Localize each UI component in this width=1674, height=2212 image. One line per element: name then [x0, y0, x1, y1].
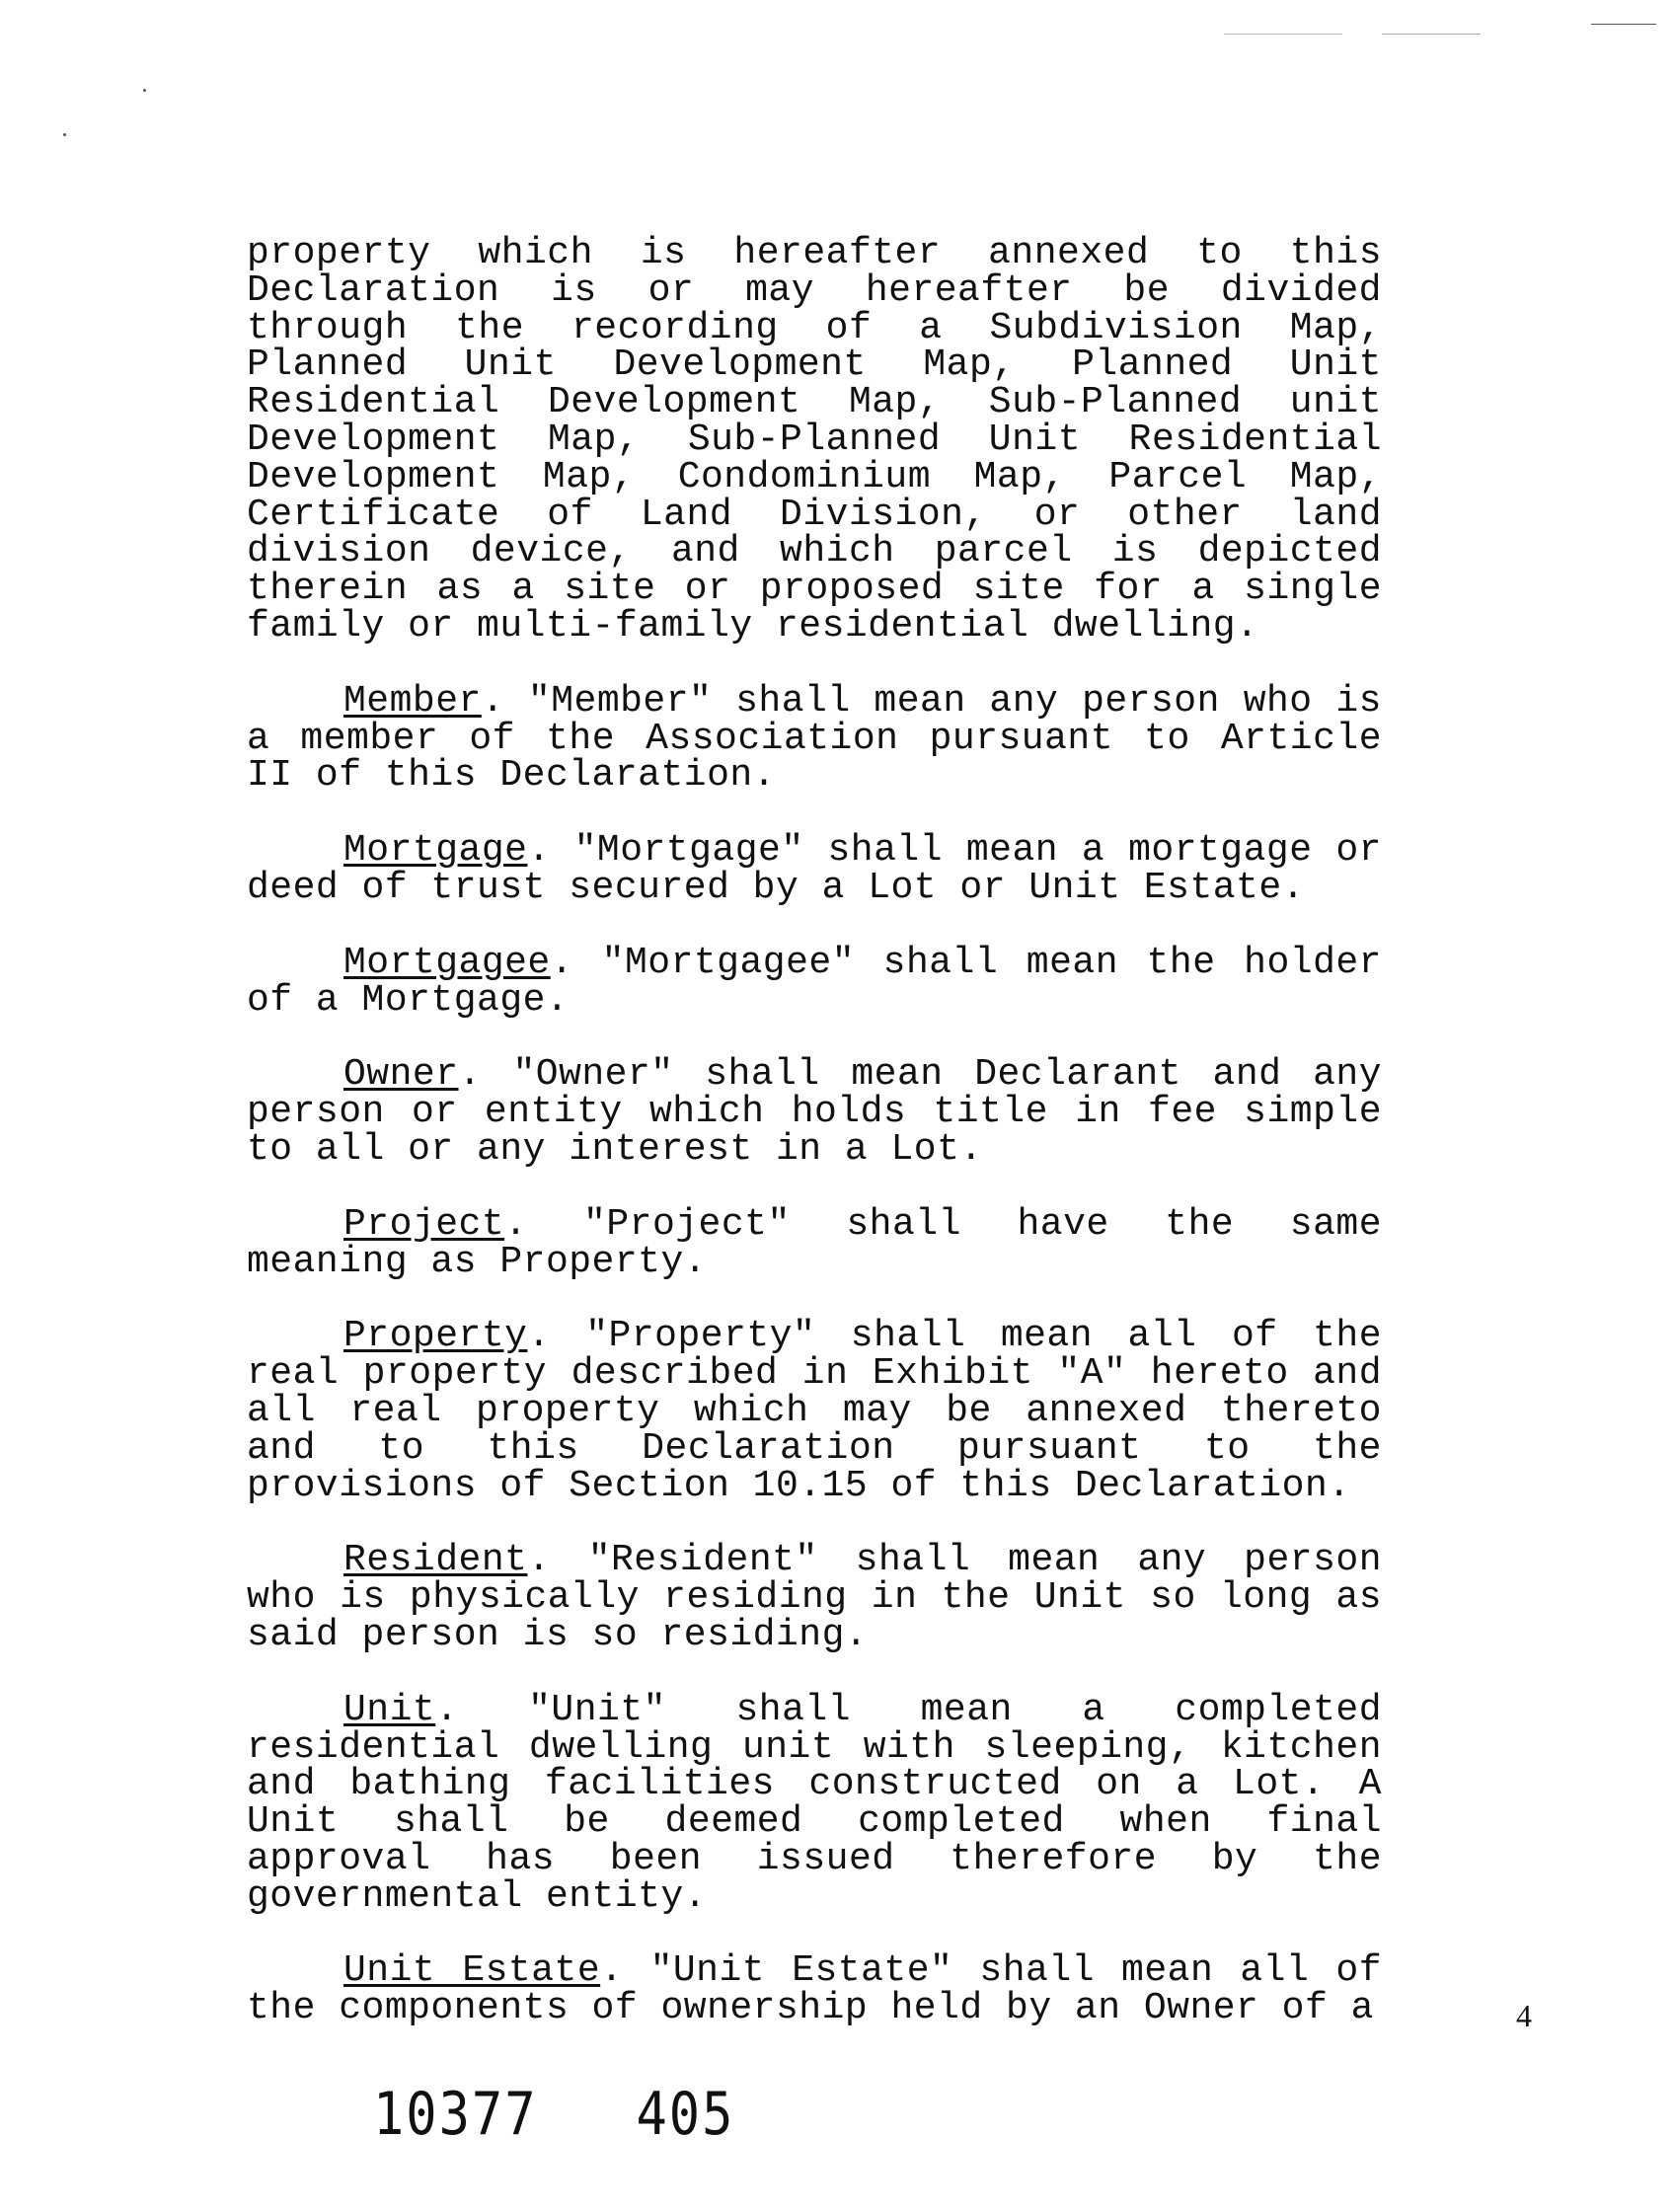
definition-resident — [247, 1539, 1382, 1656]
definition-project — [247, 1202, 1382, 1283]
definition-mortgage — [247, 829, 1382, 909]
definition-term: Property — [343, 1315, 528, 1358]
definition-term: Unit — [343, 1688, 436, 1731]
definition-unit-estate — [247, 1949, 1383, 2030]
scan-artifact-dot — [143, 89, 146, 92]
definition-text: . "Mortgagee" shall mean the holder of a Mortgage. — [247, 941, 1382, 1022]
definition-term: Project — [343, 1202, 505, 1246]
definition-term: Owner — [343, 1053, 459, 1097]
definition-term: Mortgagee — [343, 941, 551, 984]
definition-mortgagee — [247, 941, 1382, 1022]
recording-stamp: 10377 405 — [373, 2081, 735, 2149]
definition-term: Unit Estate — [343, 1949, 601, 1993]
scan-artifact-dot — [63, 133, 66, 136]
definition-property — [247, 1315, 1382, 1507]
definition-text: . "Unit Estate" shall mean all of the components of ownership held by an Owner of a — [247, 1949, 1383, 2030]
intro-paragraph: property which is hereafter annexed to this Declaration is or may hereafter be divided through the recording of a Subdivision Map, Planned Unit Development Map, Planned Unit Residential Development Map, Sub-Planned unit Development Map, Sub-Planned Unit Residential Development Map, Condominium Map, Parcel Map, Certificate of Land Division, or other land division device, and which parcel is depicted therein as a site or proposed site for a single family or multi-family residential dwelling. — [247, 232, 1382, 648]
scan-artifact-line — [1591, 24, 1656, 25]
definition-text: . "Unit" shall mean a completed residential dwelling unit with sleeping, kitchen and bathing facilities constructed on a Lot. A Unit shall be deemed completed when final approval has been issued therefore by the governmental entity. — [247, 1688, 1382, 1918]
definition-term: Mortgage — [343, 829, 528, 873]
definition-text: . "Resident" shall mean any person who is physically residing in the Unit so long as said person is so residing. — [247, 1539, 1382, 1656]
definition-unit — [247, 1688, 1382, 1918]
scan-artifact-line — [1224, 34, 1342, 35]
definition-term: Member — [343, 679, 482, 723]
definition-member — [247, 679, 1382, 798]
declaration-text — [247, 232, 1383, 2030]
definition-text: . "Project" shall have the same meaning as Property. — [247, 1202, 1382, 1283]
definition-text: . "Mortgage" shall mean a mortgage or deed of trust secured by a Lot or Unit Estate. — [247, 829, 1382, 909]
definition-text: . "Property" shall mean all of the real property described in Exhibit "A" hereto and all real property which may be annexed thereto and to this Declaration pursuant to the provisions of Section 10.15 of this Declaration. — [247, 1315, 1382, 1507]
definition-term: Resident — [343, 1539, 528, 1582]
definition-text: . "Member" shall mean any person who is a member of the Association pursuant to Article II of this Declaration. — [247, 679, 1382, 798]
scan-artifact-line — [1382, 34, 1481, 35]
page-number: 4 — [1516, 1998, 1532, 2033]
definition-owner — [247, 1053, 1382, 1171]
definition-text: . "Owner" shall mean Declarant and any person or entity which holds title in fee simple to all or any interest in a Lot. — [247, 1053, 1382, 1171]
